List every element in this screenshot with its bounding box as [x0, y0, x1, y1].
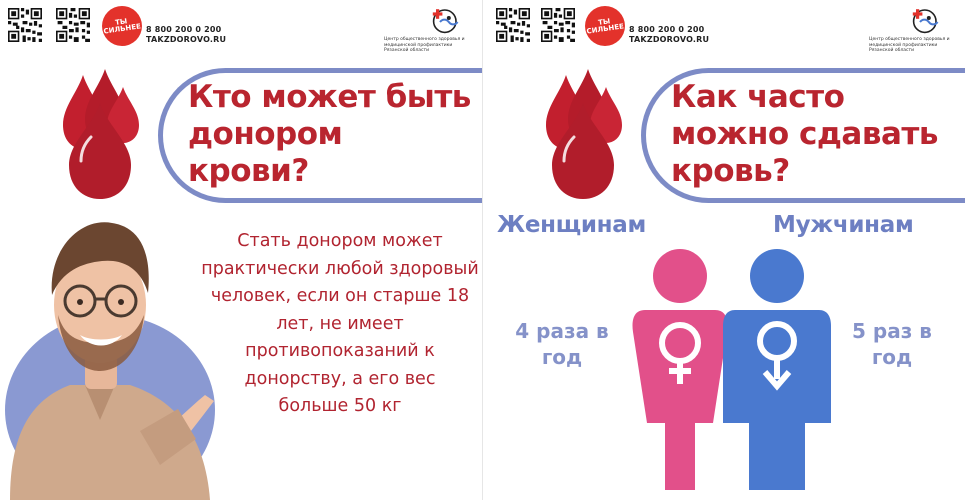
- body-line: донорству, а его вес: [244, 368, 436, 389]
- freq-line: год: [541, 345, 583, 369]
- qr-code-icon[interactable]: [541, 8, 575, 42]
- title-line: кровь?: [671, 153, 790, 189]
- body-line: человек, если он старше 18: [210, 286, 470, 306]
- qr-code-icon[interactable]: [56, 8, 90, 42]
- brand-badge-icon[interactable]: [102, 6, 142, 46]
- qr-code-icon[interactable]: [8, 8, 42, 42]
- freq-line: 4 раза в: [515, 319, 609, 343]
- hotline-phone[interactable]: 8 800 200 0 200: [146, 25, 222, 34]
- blood-drops-icon: [55, 63, 155, 203]
- men-heading: Мужчинам: [773, 212, 914, 238]
- medical-cross-logo-icon: [908, 6, 940, 38]
- title-line: Кто может быть: [188, 79, 471, 115]
- left-poster: [0, 0, 482, 500]
- title-line: крови?: [188, 153, 309, 189]
- men-frequency: [833, 318, 951, 370]
- freq-line: 5 раз в: [852, 319, 932, 343]
- qr-code-icon[interactable]: [496, 8, 530, 42]
- badge-text: ТЫ СИЛЬНЕЕ: [586, 17, 625, 36]
- organization-name: Центр общественного здоровья и медицинской профилактики Рязанской области: [869, 37, 950, 53]
- freq-line: год: [871, 345, 913, 369]
- male-figure: [721, 248, 833, 490]
- hotline-phone[interactable]: 8 800 200 0 200: [629, 25, 705, 34]
- title-line: донором: [188, 116, 343, 152]
- body-line: больше 50 кг: [278, 396, 402, 416]
- title-line: можно сдавать: [671, 116, 938, 152]
- page-title: [671, 79, 938, 190]
- body-line: Стать донором может: [237, 231, 443, 251]
- brand-badge-icon[interactable]: [585, 6, 625, 46]
- body-line: лет, не имеет: [276, 313, 404, 334]
- women-frequency: [503, 318, 621, 370]
- badge-text: ТЫ СИЛЬНЕЕ: [103, 17, 142, 36]
- blood-drops-icon: [538, 63, 638, 203]
- website-link[interactable]: TAKZDOROVO.RU: [629, 35, 710, 44]
- website-link[interactable]: TAKZDOROVO.RU: [146, 35, 227, 44]
- organization-name: Центр общественного здоровья и медицинской профилактики Рязанской области: [384, 37, 465, 53]
- body-line: противопоказаний к: [245, 341, 435, 361]
- medical-cross-logo-icon: [428, 6, 460, 38]
- right-poster: [483, 0, 965, 500]
- eligibility-description: [200, 228, 480, 421]
- title-line: Как часто: [671, 79, 845, 115]
- female-figure: [625, 248, 735, 490]
- women-heading: Женщинам: [497, 212, 646, 238]
- page-title: [188, 79, 471, 190]
- body-line: практически любой здоровый: [201, 258, 479, 279]
